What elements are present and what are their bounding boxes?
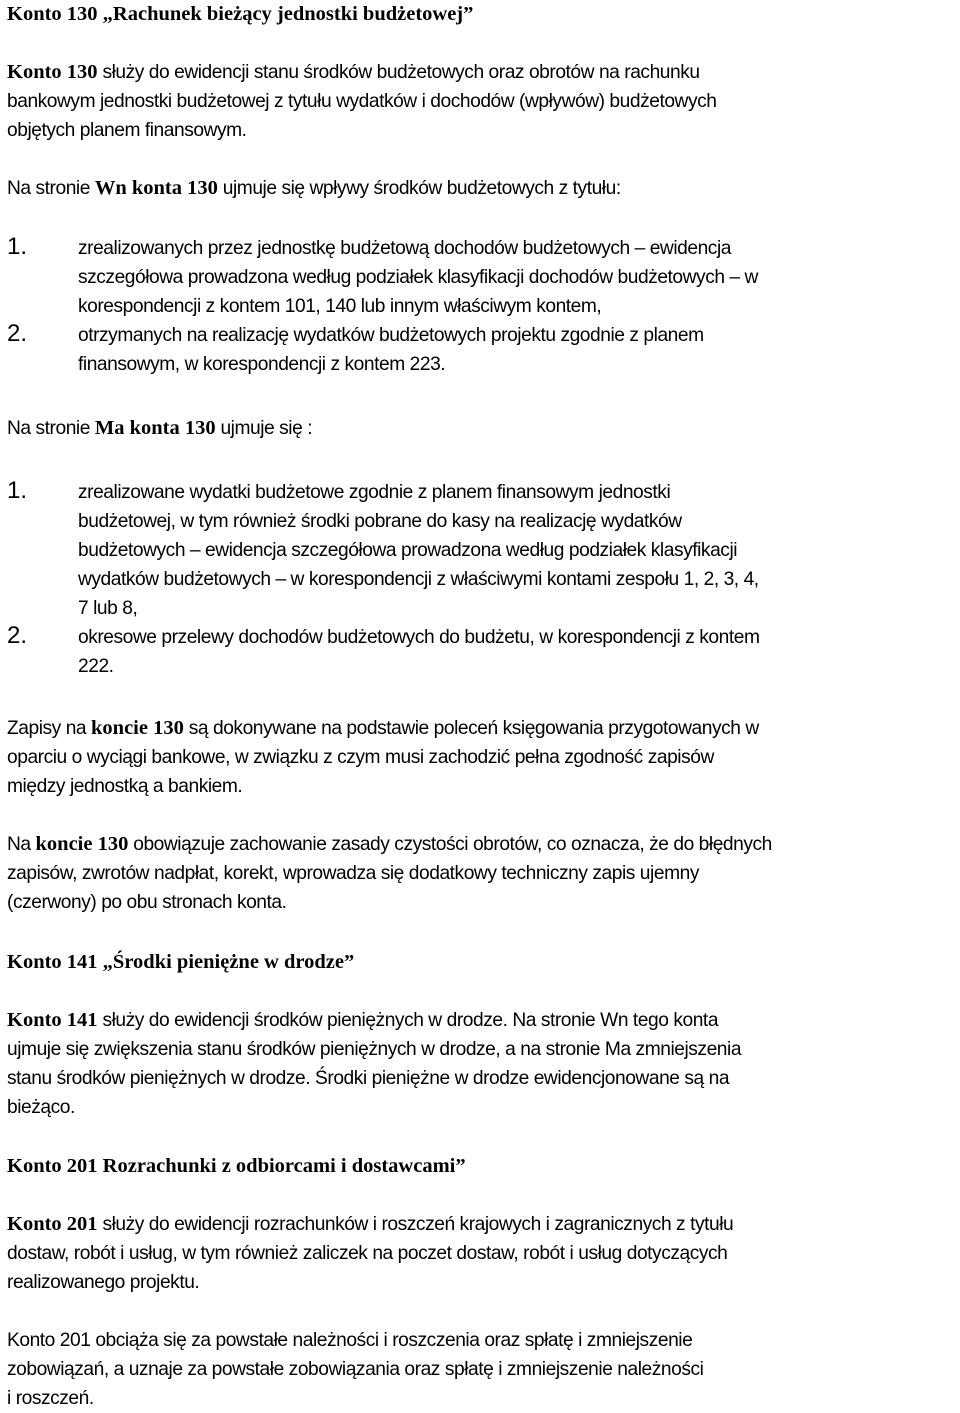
intro-paragraph-konto-130 xyxy=(7,58,957,145)
text-run: są dokonywane na podstawie poleceń księgowania przygotowanych w xyxy=(183,718,759,739)
text-line: finansowym, w korespondencji z kontem 223. xyxy=(78,354,446,375)
list-item xyxy=(7,623,957,681)
text-line: zrealizowanych przez jednostkę budżetową dochodów budżetowych – ewidencja xyxy=(78,238,731,259)
text-line: zrealizowane wydatki budżetowe zgodnie z planem finansowym jednostki xyxy=(78,482,671,503)
text-line: budżetowej, w tym również środki pobrane do kasy na realizację wydatków xyxy=(78,511,682,532)
text-line: okresowe przelewy dochodów budżetowych do budżetu, w korespondencji z kontem xyxy=(78,627,760,648)
text-line: Konto 201 obciąża się za powstałe należności i roszczenia oraz spłatę i zmniejszenie xyxy=(7,1330,693,1351)
text-line: bankowym jednostki budżetowej z tytułu wydatków i dochodów (wpływów) budżetowych xyxy=(7,91,717,112)
list-item xyxy=(7,478,957,623)
text-line: 7 lub 8, xyxy=(78,598,138,619)
text-run: ujmuje się : xyxy=(215,418,313,439)
text-line: 222. xyxy=(78,656,114,677)
list-number: 2. xyxy=(7,622,28,649)
text-line: oparciu o wyciągi bankowe, w związku z czym musi zachodzić pełna zgodność zapisów xyxy=(7,747,714,768)
text-run: ujmuje się wpływy środków budżetowych z tytułu: xyxy=(217,178,621,199)
ma-items-list xyxy=(7,478,957,681)
bold-term: Ma konta 130 xyxy=(94,417,216,439)
wn-items-list xyxy=(7,234,957,379)
text-line: bieżąco. xyxy=(7,1097,75,1118)
konto-141-paragraph xyxy=(7,1006,957,1122)
text-line: budżetowych – ewidencja szczegółowa prowadzona według podziałek klasyfikacji xyxy=(78,540,738,561)
text-line xyxy=(7,830,957,859)
text-line xyxy=(7,58,957,87)
text-line: wydatków budżetowych – w korespondencji z właściwymi kontami zespołu 1, 2, 3, 4, xyxy=(78,569,759,590)
text-line xyxy=(7,1210,957,1239)
text-line: ujmuje się zwiększenia stanu środków pieniężnych w drodze, a na stronie Ma zmniejszenia xyxy=(7,1039,742,1060)
bold-term: Konto 201 xyxy=(7,1213,98,1235)
text-run: służy do ewidencji rozrachunków i roszczeń krajowych i zagranicznych z tytułu xyxy=(97,1214,734,1235)
section-heading-konto-130: Konto 130 „Rachunek bieżący jednostki budżetowej” xyxy=(7,3,474,25)
list-item xyxy=(7,321,957,379)
text-line xyxy=(7,414,957,443)
text-line xyxy=(7,714,957,743)
text-run: służy do ewidencji środków pieniężnych w drodze. Na stronie Wn tego konta xyxy=(97,1010,719,1031)
clean-turnover-paragraph xyxy=(7,830,957,917)
text-run: Na stronie xyxy=(7,418,95,439)
text-line: realizowanego projektu. xyxy=(7,1272,200,1293)
text-run: Zapisy na xyxy=(7,718,92,739)
wn-intro xyxy=(7,174,957,203)
text-line: między jednostką a bankiem. xyxy=(7,776,243,797)
section-heading-konto-201: Konto 201 Rozrachunki z odbiorcami i dostawcami” xyxy=(7,1155,466,1177)
section-heading-konto-141: Konto 141 „Środki pieniężne w drodze” xyxy=(7,951,355,973)
text-run: Na xyxy=(7,834,36,855)
list-number: 2. xyxy=(7,320,28,347)
text-line: stanu środków pieniężnych w drodze. Środki pieniężne w drodze ewidencjonowane są na xyxy=(7,1068,730,1089)
text-line: (czerwony) po obu stronach konta. xyxy=(7,892,287,913)
text-line: szczegółowa prowadzona według podziałek klasyfikacji dochodów budżetowych – w xyxy=(78,267,758,288)
text-line: korespondencji z kontem 101, 140 lub innym właściwym kontem, xyxy=(78,296,602,317)
bold-term: Konto 130 xyxy=(7,61,98,83)
text-line: dostaw, robót i usług, w tym również zaliczek na poczet dostaw, robót i usług dotyczących xyxy=(7,1243,728,1264)
konto-201-paragraph xyxy=(7,1210,957,1297)
list-number: 1. xyxy=(7,233,28,260)
records-paragraph xyxy=(7,714,957,801)
text-line: zapisów, zwrotów nadpłat, korekt, wprowadza się dodatkowy techniczny zapis ujemny xyxy=(7,863,699,884)
text-line xyxy=(7,174,957,203)
text-run: Na stronie xyxy=(7,178,95,199)
list-number: 1. xyxy=(7,477,28,504)
bold-term: Wn konta 130 xyxy=(94,177,218,199)
text-line: objętych planem finansowym. xyxy=(7,120,247,141)
konto-201-second-paragraph xyxy=(7,1326,957,1413)
ma-intro xyxy=(7,414,957,443)
text-run: obowiązuje zachowanie zasady czystości obrotów, co oznacza, że do błędnych xyxy=(128,834,772,855)
text-line: otrzymanych na realizację wydatków budżetowych projektu zgodnie z planem xyxy=(78,325,704,346)
bold-term: Konto 141 xyxy=(7,1009,98,1031)
list-item xyxy=(7,234,957,321)
text-line: zobowiązań, a uznaje za powstałe zobowiązania oraz spłatę i zmniejszenie należności xyxy=(7,1359,704,1380)
text-line xyxy=(7,1006,957,1035)
bold-term: koncie 130 xyxy=(35,833,129,855)
text-run: służy do ewidencji stanu środków budżetowych oraz obrotów na rachunku xyxy=(97,62,700,83)
bold-term: koncie 130 xyxy=(91,717,184,739)
text-line: i roszczeń. xyxy=(7,1388,94,1409)
